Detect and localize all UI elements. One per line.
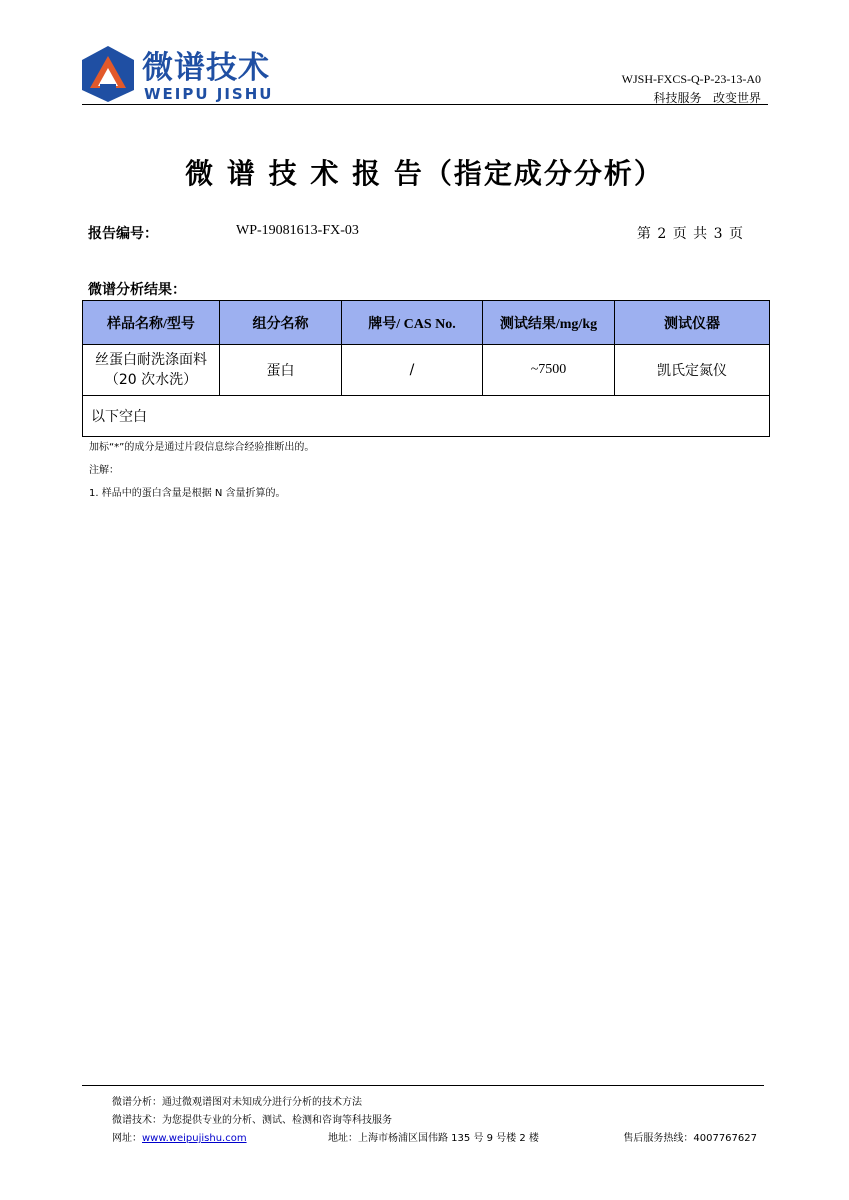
column-header-component: 组分名称 (220, 301, 342, 345)
column-header-sample: 样品名称/型号 (83, 301, 220, 345)
column-header-instrument: 测试仪器 (615, 301, 770, 345)
remark-label: 注解： (89, 465, 119, 476)
logo-name-cn: 微谱技术 (142, 50, 270, 86)
header-divider (82, 104, 768, 105)
cell-cas: / (342, 345, 483, 396)
sample-model: （20 次水洗） (104, 372, 198, 388)
asterisk-note: 加标“*”的成分是通过片段信息综合经验推断出的。 (89, 442, 315, 453)
footer-address: 地址：上海市杨浦区国伟路 135 号 9 号楼 2 楼 (328, 1133, 539, 1144)
results-section-label: 微谱分析结果： (88, 282, 186, 298)
footer-hotline: 售后服务热线：4007767627 (623, 1133, 757, 1144)
report-number-label: 报告编号： (88, 226, 158, 242)
footer-website (112, 1129, 247, 1144)
footer-line-tech: 微谱技术：为您提供专业的分析、测试、检测和咨询等科技服务 (112, 1115, 392, 1126)
document-code: WJSH-FXCS-Q-P-23-13-A0 (621, 72, 761, 86)
logo-name-en: WEIPU JISHU (144, 85, 274, 103)
blank-note: 以下空白 (83, 396, 770, 437)
cell-instrument: 凯氏定氮仪 (615, 345, 770, 396)
slogan: 科技服务 改变世界 (653, 91, 761, 105)
column-header-result: 测试结果/mg/kg (483, 301, 615, 345)
website-label: 网址： (112, 1133, 142, 1144)
remark-item: 1. 样品中的蛋白含量是根据 N 含量折算的。 (89, 488, 286, 499)
page-info: 第 2 页 共 3 页 (636, 226, 744, 242)
table-header-row (83, 301, 770, 345)
company-logo (78, 44, 318, 104)
column-header-cas: 牌号/ CAS No. (342, 301, 483, 345)
report-number-value: WP-19081613-FX-03 (236, 223, 359, 238)
footer-line-analysis: 微谱分析：通过微观谱图对未知成分进行分析的技术方法 (112, 1097, 362, 1108)
website-link[interactable]: www.weipujishu.com (142, 1133, 247, 1144)
results-table (82, 300, 770, 437)
footer-divider (82, 1085, 764, 1086)
table-row-blank (83, 396, 770, 437)
cell-component: 蛋白 (220, 345, 342, 396)
table-row (83, 345, 770, 396)
cell-sample (83, 345, 220, 396)
report-title: 微 谱 技 术 报 告（指定成分分析） (185, 157, 664, 190)
cell-result: ~7500 (483, 345, 615, 396)
sample-name: 丝蛋白耐洗涤面料 (95, 352, 207, 368)
